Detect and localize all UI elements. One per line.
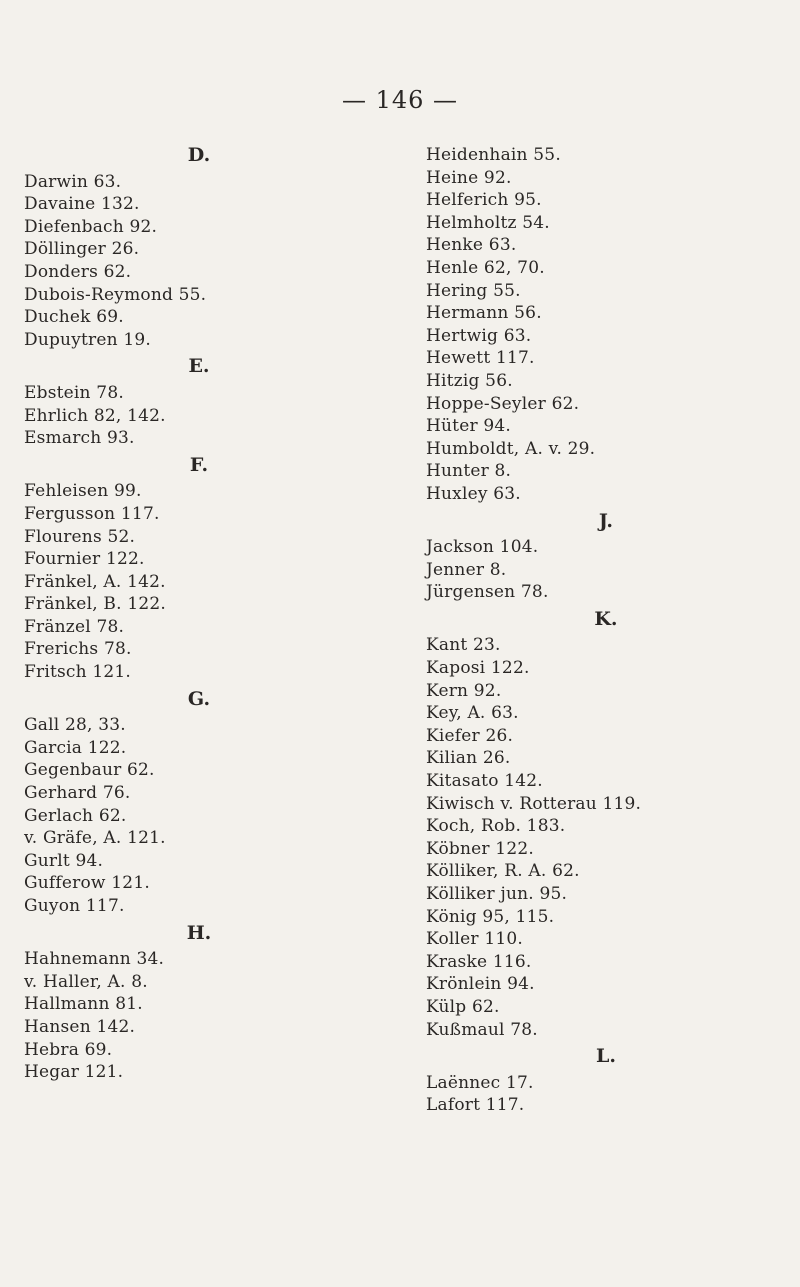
index-entry: Hansen 142. — [24, 1016, 136, 1037]
index-entry: Gufferow 121. — [24, 873, 150, 894]
index-entry: Humboldt, A. v. 29. — [426, 438, 596, 459]
index-entry: Fournier 122. — [24, 549, 145, 570]
index-entry: Kölliker, R. A. 62. — [426, 861, 580, 882]
index-entry: Fränkel, A. 142. — [24, 571, 166, 592]
index-entry: Frerichs 78. — [24, 639, 132, 660]
index-entry: Jenner 8. — [426, 559, 507, 580]
index-section — [426, 144, 786, 506]
index-entry: Kitasato 142. — [426, 771, 543, 792]
index-entry: Kölliker jun. 95. — [426, 884, 568, 904]
index-entry: v. Gräfe, A. 121. — [24, 828, 166, 849]
index-entry: Koller 110. — [426, 929, 523, 950]
index-entry: Kraske 116. — [426, 951, 532, 972]
index-entry: Kußmaul 78. — [426, 1019, 538, 1040]
section-letter: F. — [189, 453, 209, 476]
index-section — [24, 688, 374, 918]
section-letter: L. — [596, 1045, 616, 1068]
index-entry: Gall 28, 33. — [24, 715, 126, 736]
index-section — [24, 144, 374, 351]
index-entry: Hunter 8. — [426, 461, 512, 482]
index-entry: Hüter 94. — [426, 416, 512, 437]
index-entry: Hering 55. — [426, 280, 521, 301]
section-letter: K. — [594, 607, 618, 630]
index-section — [24, 355, 374, 449]
index-entry: Esmarch 93. — [24, 428, 135, 449]
index-entry: Donders 62. — [24, 261, 132, 282]
index-entry: Fränzel 78. — [24, 616, 125, 637]
index-entry: Fehleisen 99. — [24, 481, 142, 502]
index-entry: Hewett 117. — [426, 348, 535, 369]
index-entry: Hegar 121. — [24, 1062, 124, 1083]
index-entry: Hahnemann 34. — [24, 949, 165, 970]
index-entry: Kant 23. — [426, 635, 501, 656]
section-letter: E. — [188, 355, 210, 378]
index-entry: Duchek 69. — [24, 307, 124, 328]
index-entry: Kern 92. — [426, 680, 502, 701]
index-entry: Hermann 56. — [426, 303, 542, 324]
index-entry: Köbner 122. — [426, 838, 534, 859]
index-entry: Ehrlich 82, 142. — [24, 405, 166, 426]
index-entry: Heine 92. — [426, 167, 512, 188]
index-entry: Darwin 63. — [24, 171, 122, 192]
index-entry: Krönlein 94. — [426, 974, 535, 995]
index-section — [426, 1045, 786, 1117]
index-entry: Fritsch 121. — [24, 662, 132, 683]
index-entry: Hitzig 56. — [426, 370, 513, 391]
index-section — [24, 922, 374, 1084]
index-entry: Helferich 95. — [426, 190, 542, 211]
index-entry: Fränkel, B. 122. — [24, 594, 166, 615]
section-letter: D. — [187, 144, 211, 166]
index-entry: Kaposi 122. — [426, 658, 530, 679]
index-entry: Hebra 69. — [24, 1039, 113, 1060]
index-entry: Jürgensen 78. — [426, 582, 549, 603]
index-entry: Laënnec 17. — [426, 1072, 534, 1093]
index-entry: Davaine 132. — [24, 194, 140, 215]
index-entry: Koch, Rob. 183. — [426, 816, 566, 837]
index-entry: Kilian 26. — [426, 748, 511, 769]
index-entry: Dupuytren 19. — [24, 329, 152, 350]
index-entry: Helmholtz 54. — [426, 212, 550, 233]
index-entry: Külp 62. — [426, 996, 500, 1017]
section-letter: H. — [186, 921, 212, 944]
index-entry: König 95, 115. — [426, 906, 555, 927]
index-entry: Key, A. 63. — [426, 703, 519, 724]
index-section — [426, 510, 786, 604]
index-entry: Gurlt 94. — [24, 850, 104, 871]
index-entry: Garcia 122. — [24, 737, 127, 758]
left-column — [24, 144, 374, 1084]
index-section — [24, 454, 374, 684]
page-number: — 146 — — [341, 86, 459, 114]
index-entry: Gegenbaur 62. — [24, 760, 155, 781]
index-entry: Ebstein 78. — [24, 382, 124, 403]
section-letter: J. — [598, 509, 614, 532]
index-entry: Gerlach 62. — [24, 805, 127, 826]
index-entry: Dubois-Reymond 55. — [24, 284, 207, 305]
index-entry: Heidenhain 55. — [426, 145, 561, 165]
index-entry: Huxley 63. — [426, 483, 521, 504]
index-entry: Flourens 52. — [24, 526, 136, 547]
index-entry: Kiefer 26. — [426, 725, 514, 746]
index-entry: Henke 63. — [426, 235, 517, 256]
index-entry: Döllinger 26. — [24, 239, 140, 260]
index-entry: Hallmann 81. — [24, 994, 143, 1015]
index-section — [426, 608, 786, 1041]
index-entry: Hertwig 63. — [426, 325, 532, 346]
index-entry: v. Haller, A. 8. — [24, 971, 148, 992]
index-entry: Lafort 117. — [426, 1095, 525, 1116]
section-letter: G. — [187, 687, 211, 710]
index-entry: Diefenbach 92. — [24, 216, 158, 237]
index-entry: Gerhard 76. — [24, 783, 131, 804]
right-column — [426, 144, 786, 1117]
index-entry: Fergusson 117. — [24, 503, 160, 524]
index-entry: Hoppe-Seyler 62. — [426, 393, 580, 414]
index-entry: Jackson 104. — [426, 537, 539, 558]
index-entry: Guyon 117. — [24, 896, 125, 916]
index-entry: Henle 62, 70. — [426, 257, 545, 278]
index-entry: Kiwisch v. Rotterau 119. — [426, 793, 642, 814]
